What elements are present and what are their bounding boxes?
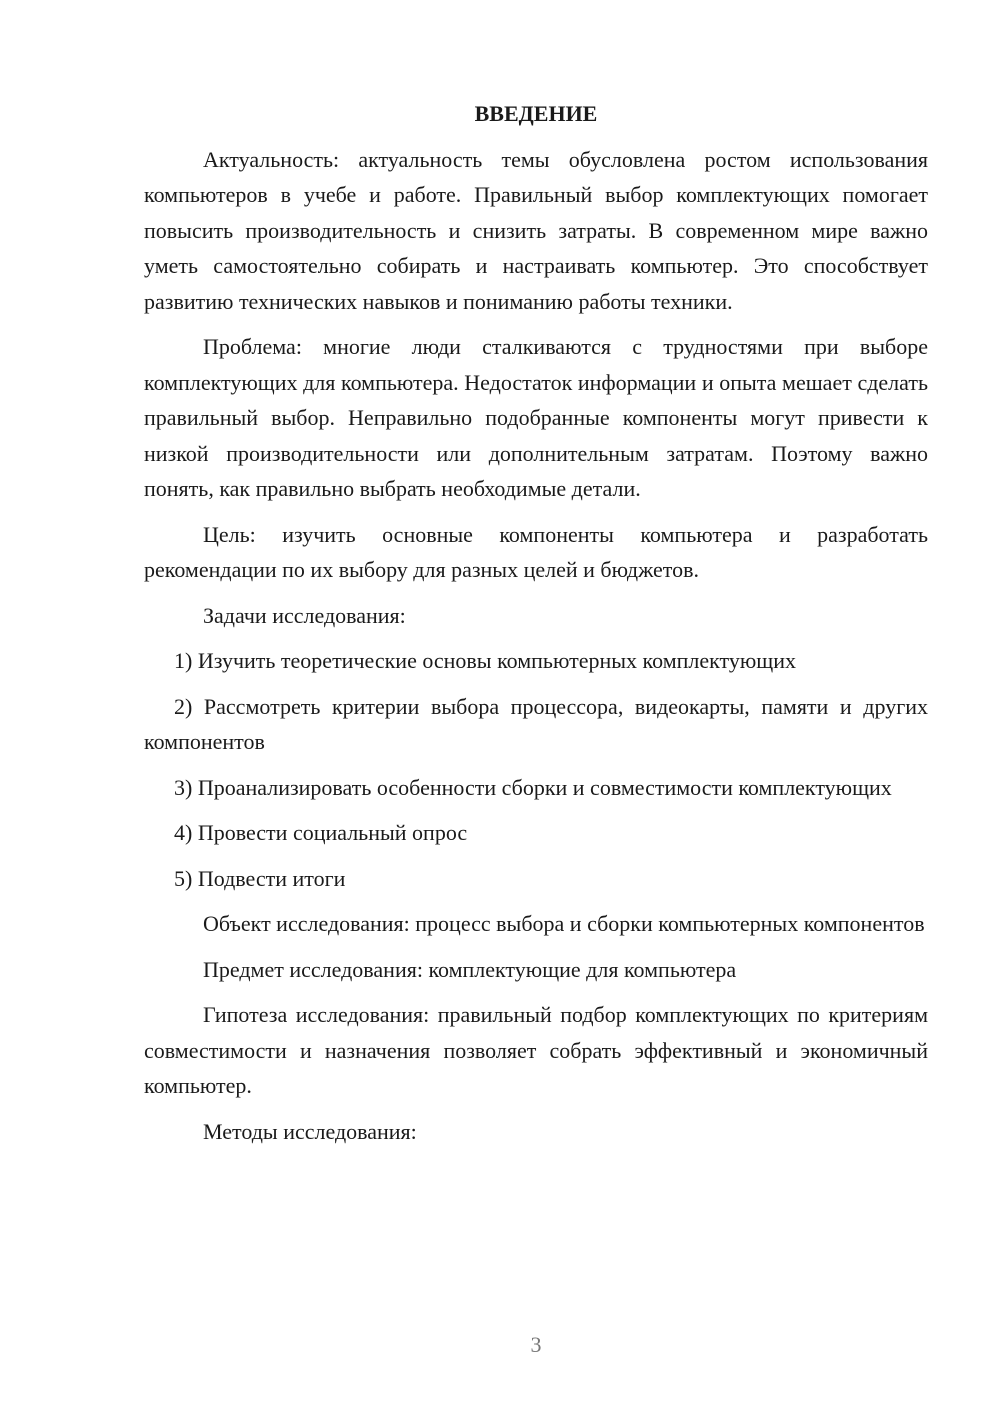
paragraph-problem: Проблема: многие люди сталкиваются с трудностями при выборе комплектующих для компьютера. Недостаток информации и опыта мешает сделать правильный выбор. Неправильно подобранные компоненты могут привести к низкой производительности или дополнительным затратам. Поэтому важно понять, как правильно выбрать необходимые детали.	[144, 334, 928, 501]
page-content	[144, 96, 928, 1159]
page-title: ВВЕДЕНИЕ	[474, 101, 598, 126]
paragraph-tasks-heading: Задачи исследования:	[203, 602, 406, 628]
paragraph-methods: Методы исследования:	[203, 1118, 417, 1144]
list-item: 2) Рассмотреть критерии выбора процессора, видеокарты, памяти и других компонентов	[144, 693, 928, 754]
list-item: 3) Проанализировать особенности сборки и совместимости комплектующих	[174, 774, 892, 800]
list-item: 4) Провести социальный опрос	[174, 820, 468, 845]
paragraph-object: Объект исследования: процесс выбора и сборки компьютерных компонентов	[203, 911, 925, 936]
page-number: 3	[530, 1332, 542, 1357]
list-item: 1) Изучить теоретические основы компьютерных комплектующих	[174, 648, 797, 673]
paragraph-subject: Предмет исследования: комплектующие для компьютера	[203, 956, 737, 982]
paragraph-hypothesis: Гипотеза исследования: правильный подбор комплектующих по критериям совместимости и назначения позволяет собрать эффективный и экономичный компьютер.	[144, 1002, 928, 1098]
paragraph-relevance: Актуальность: актуальность темы обусловлена ростом использования компьютеров в учебе и работе. Правильный выбор комплектующих помогает повысить производительность и снизить затраты. В современном мире важно уметь самостоятельно собирать и настраивать компьютер. Это способствует развитию технических навыков и пониманию работы техники.	[144, 146, 928, 314]
list-item: 5) Подвести итоги	[174, 865, 346, 891]
paragraph-goal: Цель: изучить основные компоненты компьютера и разработать рекомендации по их выбору для разных целей и бюджетов.	[144, 521, 928, 582]
